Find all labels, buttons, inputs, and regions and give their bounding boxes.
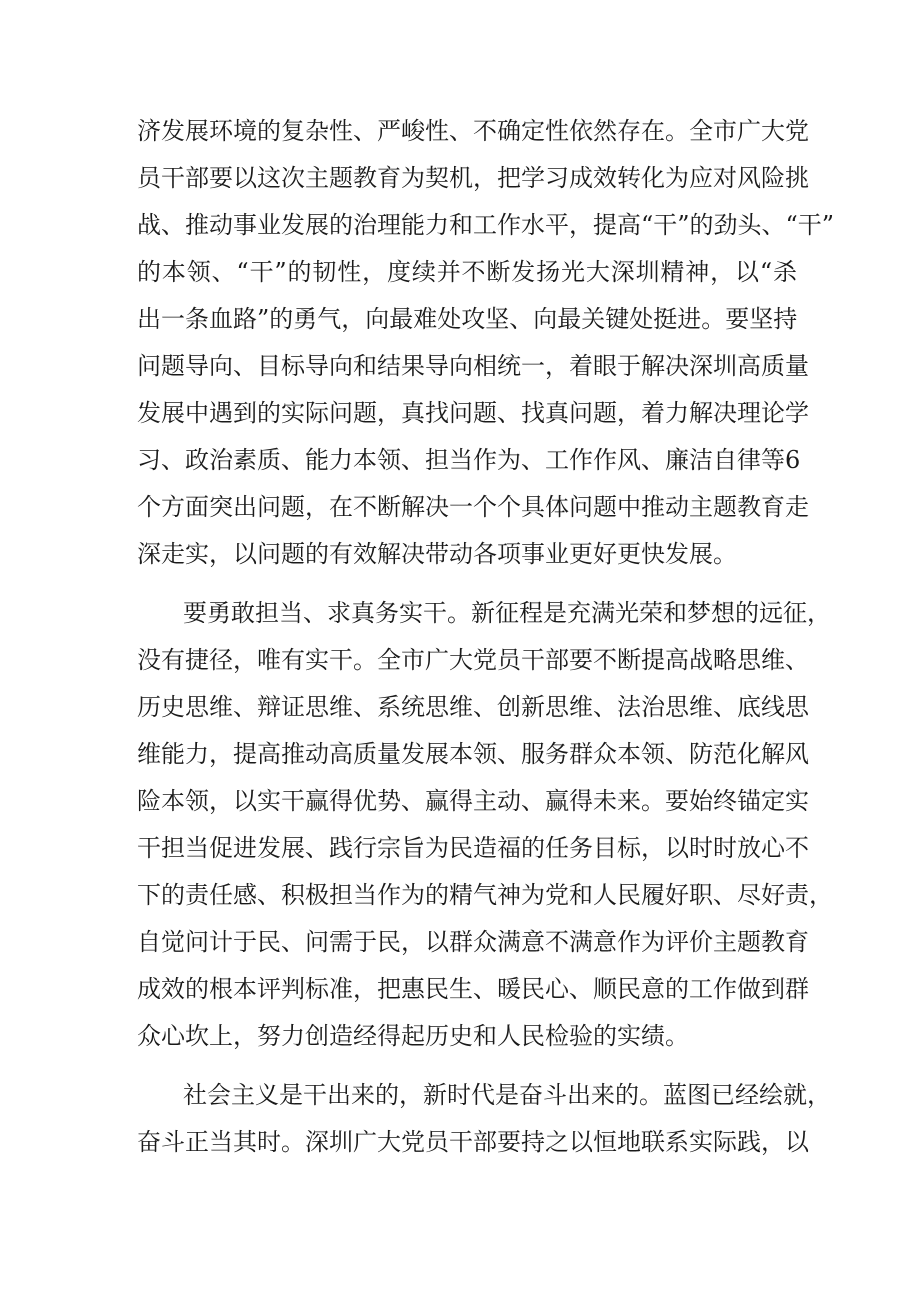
text-line: 员干部要以这次主题教育为契机，把学习成效转化为应对风险挑: [137, 164, 809, 192]
text-line: 个方面突出问题，在不断解决一个个具体问题中推动主题教育走: [137, 493, 809, 521]
text-line: 的本领、“干”的韧性，度续并不断发扬光大深圳精神，以“杀: [137, 258, 797, 286]
paragraph-2: [137, 590, 833, 1060]
paragraph-gap: [137, 1060, 797, 1072]
text-line: 干担当促进发展、践行宗旨为民造福的任务目标，以时时放心不: [137, 834, 809, 862]
text-line: 发展中遇到的实际问题，真找问题、找真问题，着力解决理论学: [137, 399, 809, 427]
text-line: 众心坎上，努力创造经得起历史和人民检验的实绩。: [137, 1022, 689, 1050]
paragraph-3: [137, 1072, 831, 1166]
text-line: 出一条血路”的勇气，向最难处攻坚、向最关键处挺进。要坚持: [137, 305, 798, 333]
text-line: 问题导向、目标导向和结果导向相统一，着眼于解决深圳高质量: [137, 352, 809, 380]
text-line: 习、政治素质、能力本领、担当作为、工作作风、廉洁自律等6: [137, 446, 801, 474]
text-line: 没有捷径，唯有实干。全市广大党员干部要不断提高战略思维、: [137, 646, 809, 674]
text-line: 成效的根本评判标准，把惠民生、暖民心、顺民意的工作做到群: [137, 975, 809, 1003]
text-line: 奋斗正当其时。深圳广大党员干部要持之以恒地联系实际践，以: [137, 1128, 809, 1156]
text-line: 战、推动事业发展的治理能力和工作水平，提高“干”的劲头、“干”: [137, 211, 835, 239]
text-line: 历史思维、辩证思维、系统思维、创新思维、法治思维、底线思: [137, 693, 809, 721]
text-line: 济发展环境的复杂性、严峻性、不确定性依然存在。全市广大党: [137, 117, 809, 145]
text-line: 自觉问计于民、问需于民，以群众满意不满意作为评价主题教育: [137, 928, 809, 956]
text-line: 要勇敢担当、求真务实干。新征程是充满光荣和梦想的远征，: [183, 599, 831, 627]
text-line: 深走实，以问题的有效解决带动各项事业更好更快发展。: [137, 540, 737, 568]
text-line: 社会主义是干出来的，新时代是奋斗出来的。蓝图已经绘就，: [183, 1081, 831, 1109]
text-line: 险本领，以实干赢得优势、赢得主动、赢得未来。要始终锚定实: [137, 787, 809, 815]
text-line: 维能力，提高推动高质量发展本领、服务群众本领、防范化解风: [137, 740, 809, 768]
paragraph-gap: [137, 578, 797, 590]
text-line: 下的责任感、积极担当作为的精气神为党和人民履好职、尽好责，: [137, 881, 833, 909]
document-body: [137, 108, 835, 1166]
paragraph-1: [137, 108, 835, 578]
